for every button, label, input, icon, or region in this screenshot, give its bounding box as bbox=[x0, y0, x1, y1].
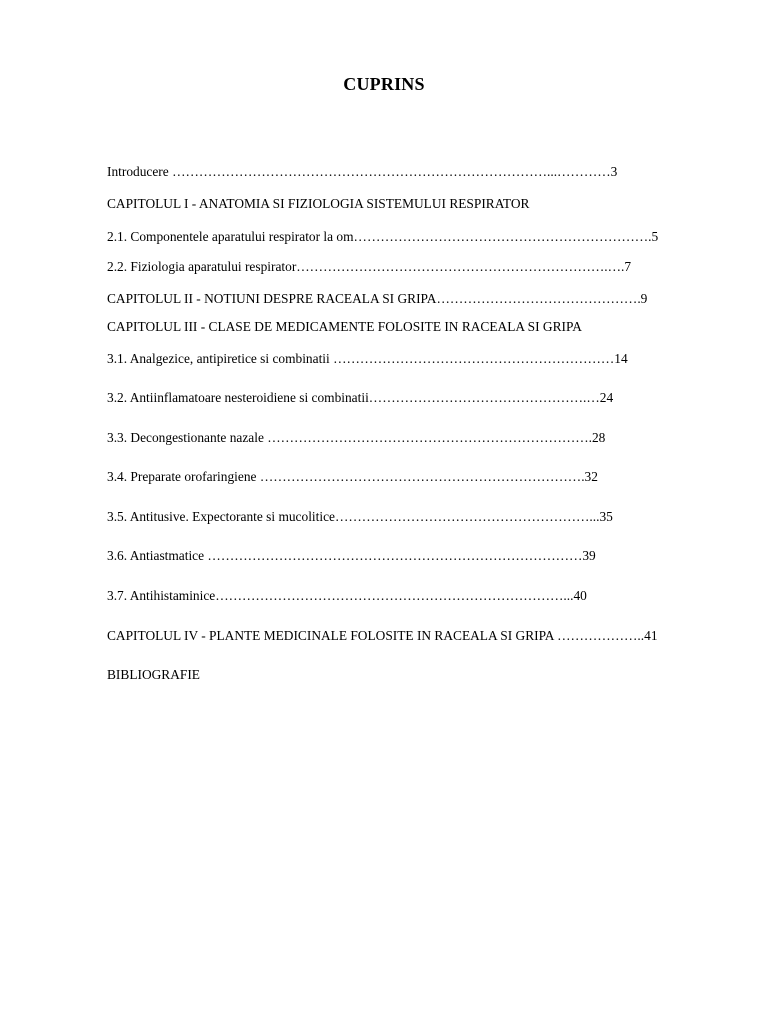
toc-page-number: 32 bbox=[584, 469, 598, 484]
toc-entry-chapter-2 bbox=[107, 290, 647, 308]
toc-leader-dots: …………………………………………………………. bbox=[353, 229, 652, 244]
toc-entry-3-7 bbox=[107, 587, 587, 605]
toc-page-number: 39 bbox=[582, 548, 596, 563]
toc-entry-3-2 bbox=[107, 389, 613, 407]
toc-entry-introducere bbox=[107, 163, 617, 181]
toc-entry-3-4 bbox=[107, 468, 598, 486]
toc-entry-label: CAPITOLUL I - ANATOMIA SI FIZIOLOGIA SISTEMULUI RESPIRATOR bbox=[107, 196, 530, 211]
toc-entry-label: 3.3. Decongestionante nazale bbox=[107, 430, 268, 445]
toc-entry-label: 3.7. Antihistaminice bbox=[107, 588, 216, 603]
toc-entry-2-1 bbox=[107, 228, 658, 246]
toc-entry-label: 3.5. Antitusive. Expectorante si mucolitice bbox=[107, 509, 335, 524]
toc-entry-3-6 bbox=[107, 547, 596, 565]
toc-entry-label: 2.1. Componentele aparatului respirator la om bbox=[107, 229, 354, 244]
toc-page-number: 40 bbox=[573, 588, 587, 603]
toc-leader-dots: ……………………………………………………… bbox=[333, 351, 615, 366]
toc-chapter-3-heading bbox=[107, 318, 582, 336]
toc-entry-label: 3.4. Preparate orofaringiene bbox=[107, 469, 260, 484]
toc-leader-dots: …………………………………………………. bbox=[334, 509, 593, 524]
toc-entry-label: CAPITOLUL IV - PLANTE MEDICINALE FOLOSITE IN RACEALA SI GRIPA bbox=[107, 628, 558, 643]
toc-leader-dots: ……………………………………………………………………... bbox=[215, 588, 574, 603]
toc-leader-dots: …………………………………………………………………………...………… bbox=[172, 164, 611, 179]
toc-entry-label: CAPITOLUL II - NOTIUNI DESPRE RACEALA SI GRIPA bbox=[107, 291, 437, 306]
toc-leader-dots: ………………………………………………………………. bbox=[259, 469, 585, 484]
toc-leader-dots: ………………………………………. bbox=[436, 291, 641, 306]
toc-entry-label: 3.1. Analgezice, antipiretice si combinatii bbox=[107, 351, 334, 366]
toc-entry-label: CAPITOLUL III - CLASE DE MEDICAMENTE FOLOSITE IN RACEALA SI GRIPA bbox=[107, 319, 582, 334]
toc-page-number: 3 bbox=[610, 164, 618, 179]
toc-page-number: 9 bbox=[640, 291, 648, 306]
toc-leader-dots: ………………………………………….… bbox=[368, 390, 600, 405]
toc-leader-dots: ………………………………………………………………………… bbox=[207, 548, 583, 563]
toc-page-number: ..35 bbox=[592, 509, 613, 524]
toc-page-number: 28 bbox=[591, 430, 606, 445]
page-title: CUPRINS bbox=[343, 74, 425, 94]
toc-leader-dots: ……………….. bbox=[557, 628, 645, 643]
toc-entry-label: Introducere bbox=[107, 164, 173, 179]
toc-page-number: 14 bbox=[614, 351, 628, 366]
toc-leader-dots: ………………………………………………………………. bbox=[267, 430, 592, 445]
toc-entry-3-1 bbox=[107, 350, 628, 368]
toc-entry-label: 2.2. Fiziologia aparatului respirator bbox=[107, 259, 297, 274]
toc-page-number: 41 bbox=[644, 628, 658, 643]
toc-page-number: 7 bbox=[624, 259, 632, 274]
toc-entry-chapter-4 bbox=[107, 627, 658, 645]
toc-entry-label: 3.6. Antiastmatice bbox=[107, 548, 208, 563]
toc-entry-label: 3.2. Antiinflamatoare nesteroidiene si combinatii bbox=[107, 390, 369, 405]
toc-bibliografie bbox=[107, 666, 200, 684]
toc-chapter-1-heading bbox=[107, 195, 529, 213]
toc-leader-dots: …………………………………………………………….…. bbox=[296, 259, 625, 274]
toc-page-number: 5 bbox=[651, 229, 659, 244]
toc-entry-3-5 bbox=[107, 508, 613, 526]
toc-entry-3-3 bbox=[107, 429, 605, 447]
toc-page-number: 24 bbox=[599, 390, 614, 405]
toc-entry-label: BIBLIOGRAFIE bbox=[107, 667, 200, 682]
toc-entry-2-2 bbox=[107, 258, 631, 276]
